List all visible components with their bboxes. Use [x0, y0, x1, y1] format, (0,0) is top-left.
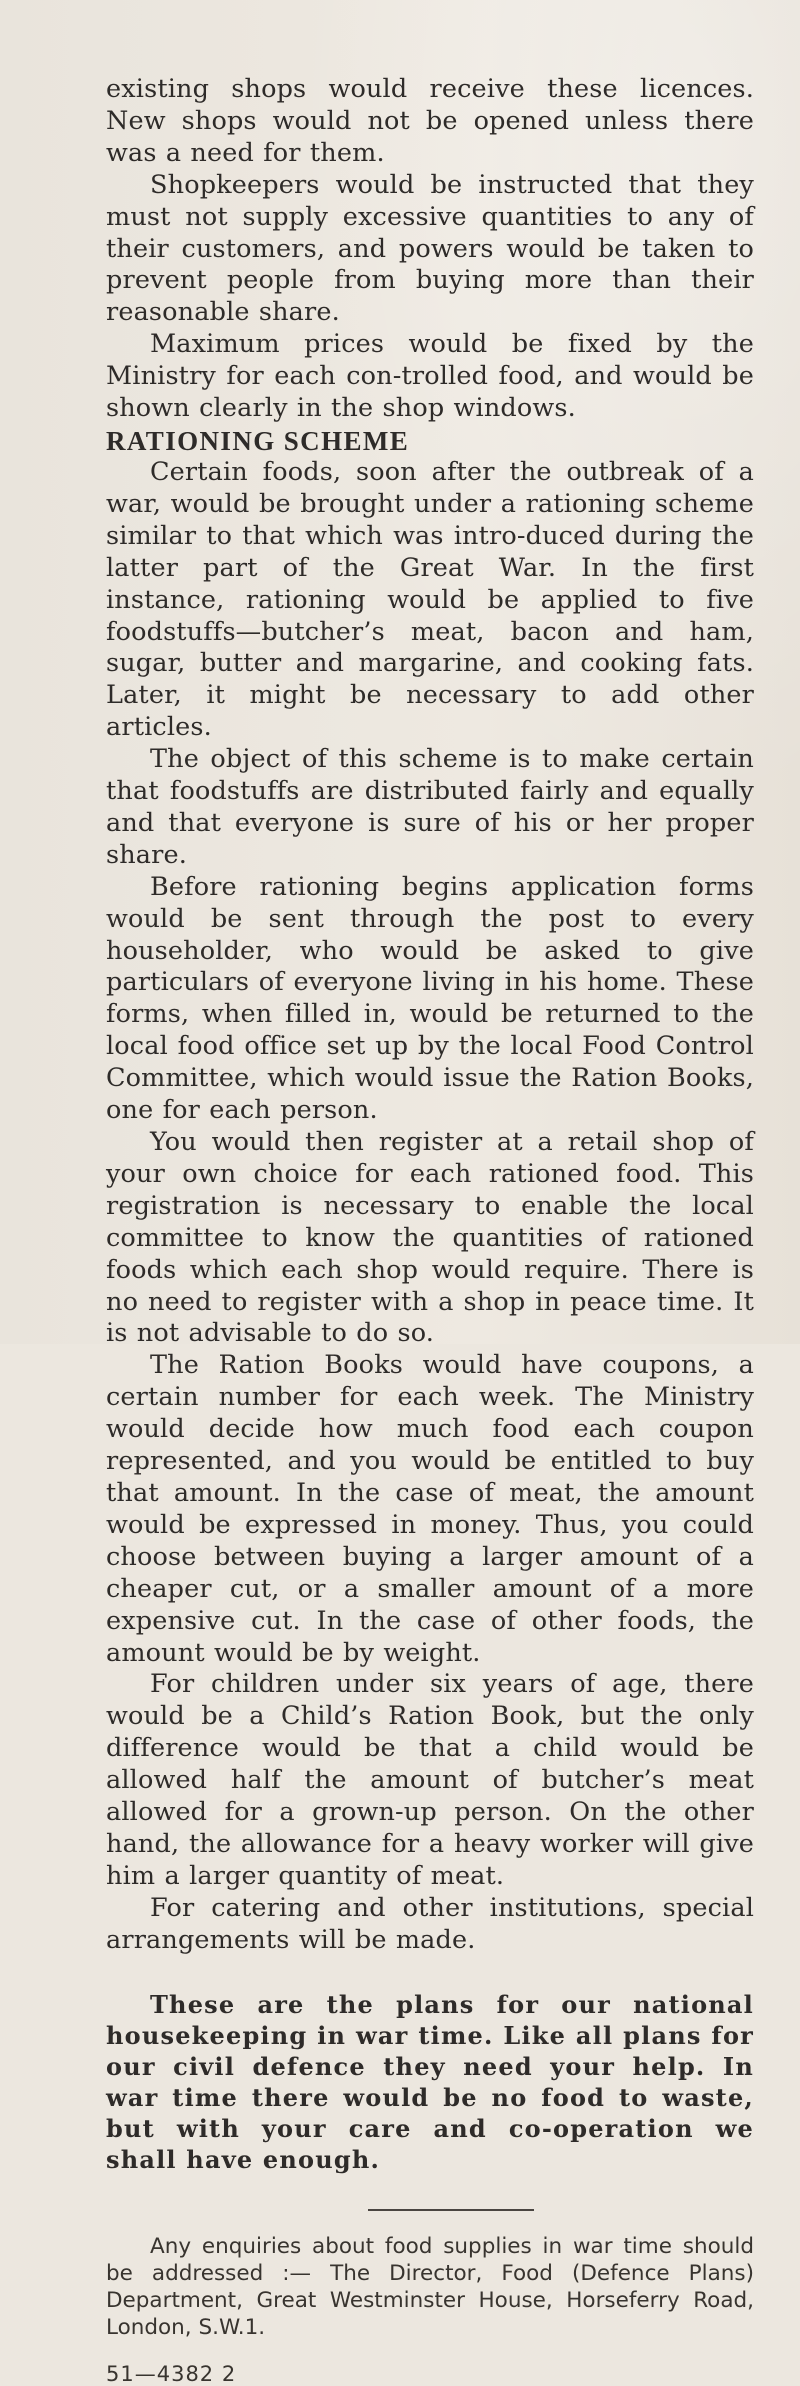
section-heading-rationing-scheme: RATIONING SCHEME	[106, 425, 410, 456]
paragraph-licences: existing shops would receive these licences. New shops would not be opened unless there was a need for them.	[106, 74, 754, 168]
paragraph-ration-books-coupons: The Ration Books would have coupons, a certain number for each week. The Ministry would decide how much food each coupon represented, and you would be entitled to buy that amount. In the case of meat, the amount would be expressed in money. Thus, you could choose between buying a larger amount of a cheaper cut, or a smaller amount of a more expensive cut. In the case of other foods, the amount would be by weight.	[106, 1350, 754, 1668]
enquiry-note: Any enquiries about food supplies in war time should be addressed :— The Director, Food (Defence Plans) Department, Great Westminster House, Horseferry Road, London, S.W.1.	[106, 2233, 754, 2340]
print-code: 51—4382 2	[106, 2362, 237, 2386]
paragraph-shopkeepers: Shopkeepers would be instructed that they must not supply excessive quantities to any of their customers, and powers would be taken to prevent people from buying more than their reasonable share.	[106, 169, 754, 328]
paragraph-certain-foods: Certain foods, soon after the outbreak of a war, would be brought under a rationing scheme similar to that which was intro-duced during the latter part of the Great War. In the first instance, rationing would be applied to five foodstuffs—butcher’s meat, bacon and ham, sugar, butter and margarine, and cooking fats. Later, it might be necessary to add other articles.	[106, 456, 754, 743]
paragraph-maximum-prices: Maximum prices would be fixed by the Ministry for each con-trolled food, and would be shown clearly in the shop windows.	[106, 329, 754, 424]
paragraph-register-retail-shop: You would then register at a retail shop of your own choice for each rationed food. This registration is necessary to enable the local committee to know the quantities of rationed foods which each shop would require. There is no need to register with a shop in peace time. It is not advisable to do so.	[106, 1127, 754, 1349]
paragraph-object-of-scheme: The object of this scheme is to make certain that foodstuffs are distributed fairly and equally and that everyone is sure of his or her proper share.	[106, 744, 754, 870]
horizontal-divider	[368, 2209, 534, 2211]
paragraph-application-forms: Before rationing begins application forms would be sent through the post to every householder, who would be asked to give particulars of everyone living in his home. These forms, when filled in, would be returned to the local food office set up by the local Food Control Committee, which would issue the Ration Books, one for each person.	[106, 871, 754, 1126]
paragraph-catering-institutions: For catering and other institutions, special arrangements will be made.	[106, 1892, 754, 1955]
closing-statement: These are the plans for our national housekeeping in war time. Like all plans for our civil defence they need your help. In war time there would be no food to waste, but with your care and co-operation we shall have enough.	[106, 1989, 754, 2174]
paragraph-children-ration: For children under six years of age, there would be a Child’s Ration Book, but the only difference would be that a child would be allowed half the amount of butcher’s meat allowed for a grown-up person. On the other hand, the allowance for a heavy worker will give him a larger quantity of meat.	[106, 1669, 754, 1891]
